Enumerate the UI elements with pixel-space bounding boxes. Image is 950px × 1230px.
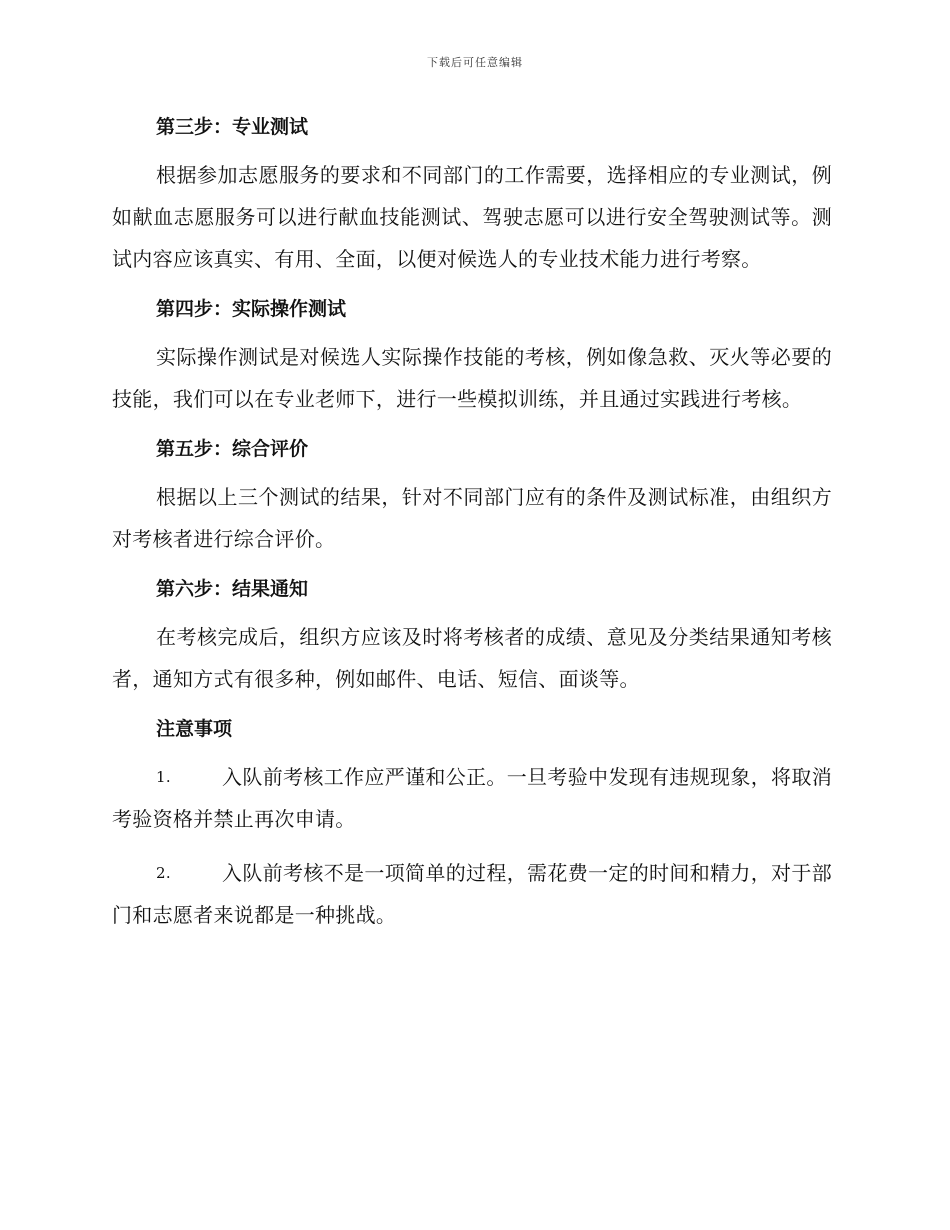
section-step-6 (112, 570, 832, 700)
note-text: 入队前考核工作应严谨和公正。一旦考验中发现有违规现象，将取消考验资格并禁止再次申请。 (112, 765, 832, 831)
section-heading: 第六步：结果通知 (156, 578, 309, 600)
note-item (112, 852, 832, 936)
document-body (112, 108, 832, 948)
page-header-note: 下载后可任意编辑 (427, 56, 523, 69)
section-heading: 第四步：实际操作测试 (156, 298, 347, 320)
notes-heading: 注意事项 (156, 718, 233, 740)
section-paragraph: 根据参加志愿服务的要求和不同部门的工作需要，选择相应的专业测试，例如献血志愿服务可以进行献血技能测试、驾驶志愿可以进行安全驾驶测试等。测试内容应该真实、有用、全面，以便对候选人的专业技术能力进行考察。 (112, 163, 832, 271)
section-heading: 第三步：专业测试 (156, 116, 309, 138)
note-number: 2. (156, 864, 171, 882)
section-step-4 (112, 290, 832, 420)
note-text: 入队前考核不是一项简单的过程，需花费一定的时间和精力，对于部门和志愿者来说都是一种挑战。 (112, 861, 832, 927)
section-paragraph: 在考核完成后，组织方应该及时将考核者的成绩、意见及分类结果通知考核者，通知方式有很多种，例如邮件、电话、短信、面谈等。 (112, 625, 832, 691)
section-heading: 第五步：综合评价 (156, 438, 309, 460)
section-step-5 (112, 430, 832, 560)
note-item (112, 756, 832, 840)
section-step-3 (112, 108, 832, 280)
section-notes (112, 710, 832, 936)
section-paragraph: 实际操作测试是对候选人实际操作技能的考核，例如像急救、灭火等必要的技能，我们可以在专业老师下，进行一些模拟训练，并且通过实践进行考核。 (112, 345, 832, 411)
note-number: 1. (156, 768, 171, 786)
section-paragraph: 根据以上三个测试的结果，针对不同部门应有的条件及测试标准，由组织方对考核者进行综合评价。 (112, 485, 832, 551)
